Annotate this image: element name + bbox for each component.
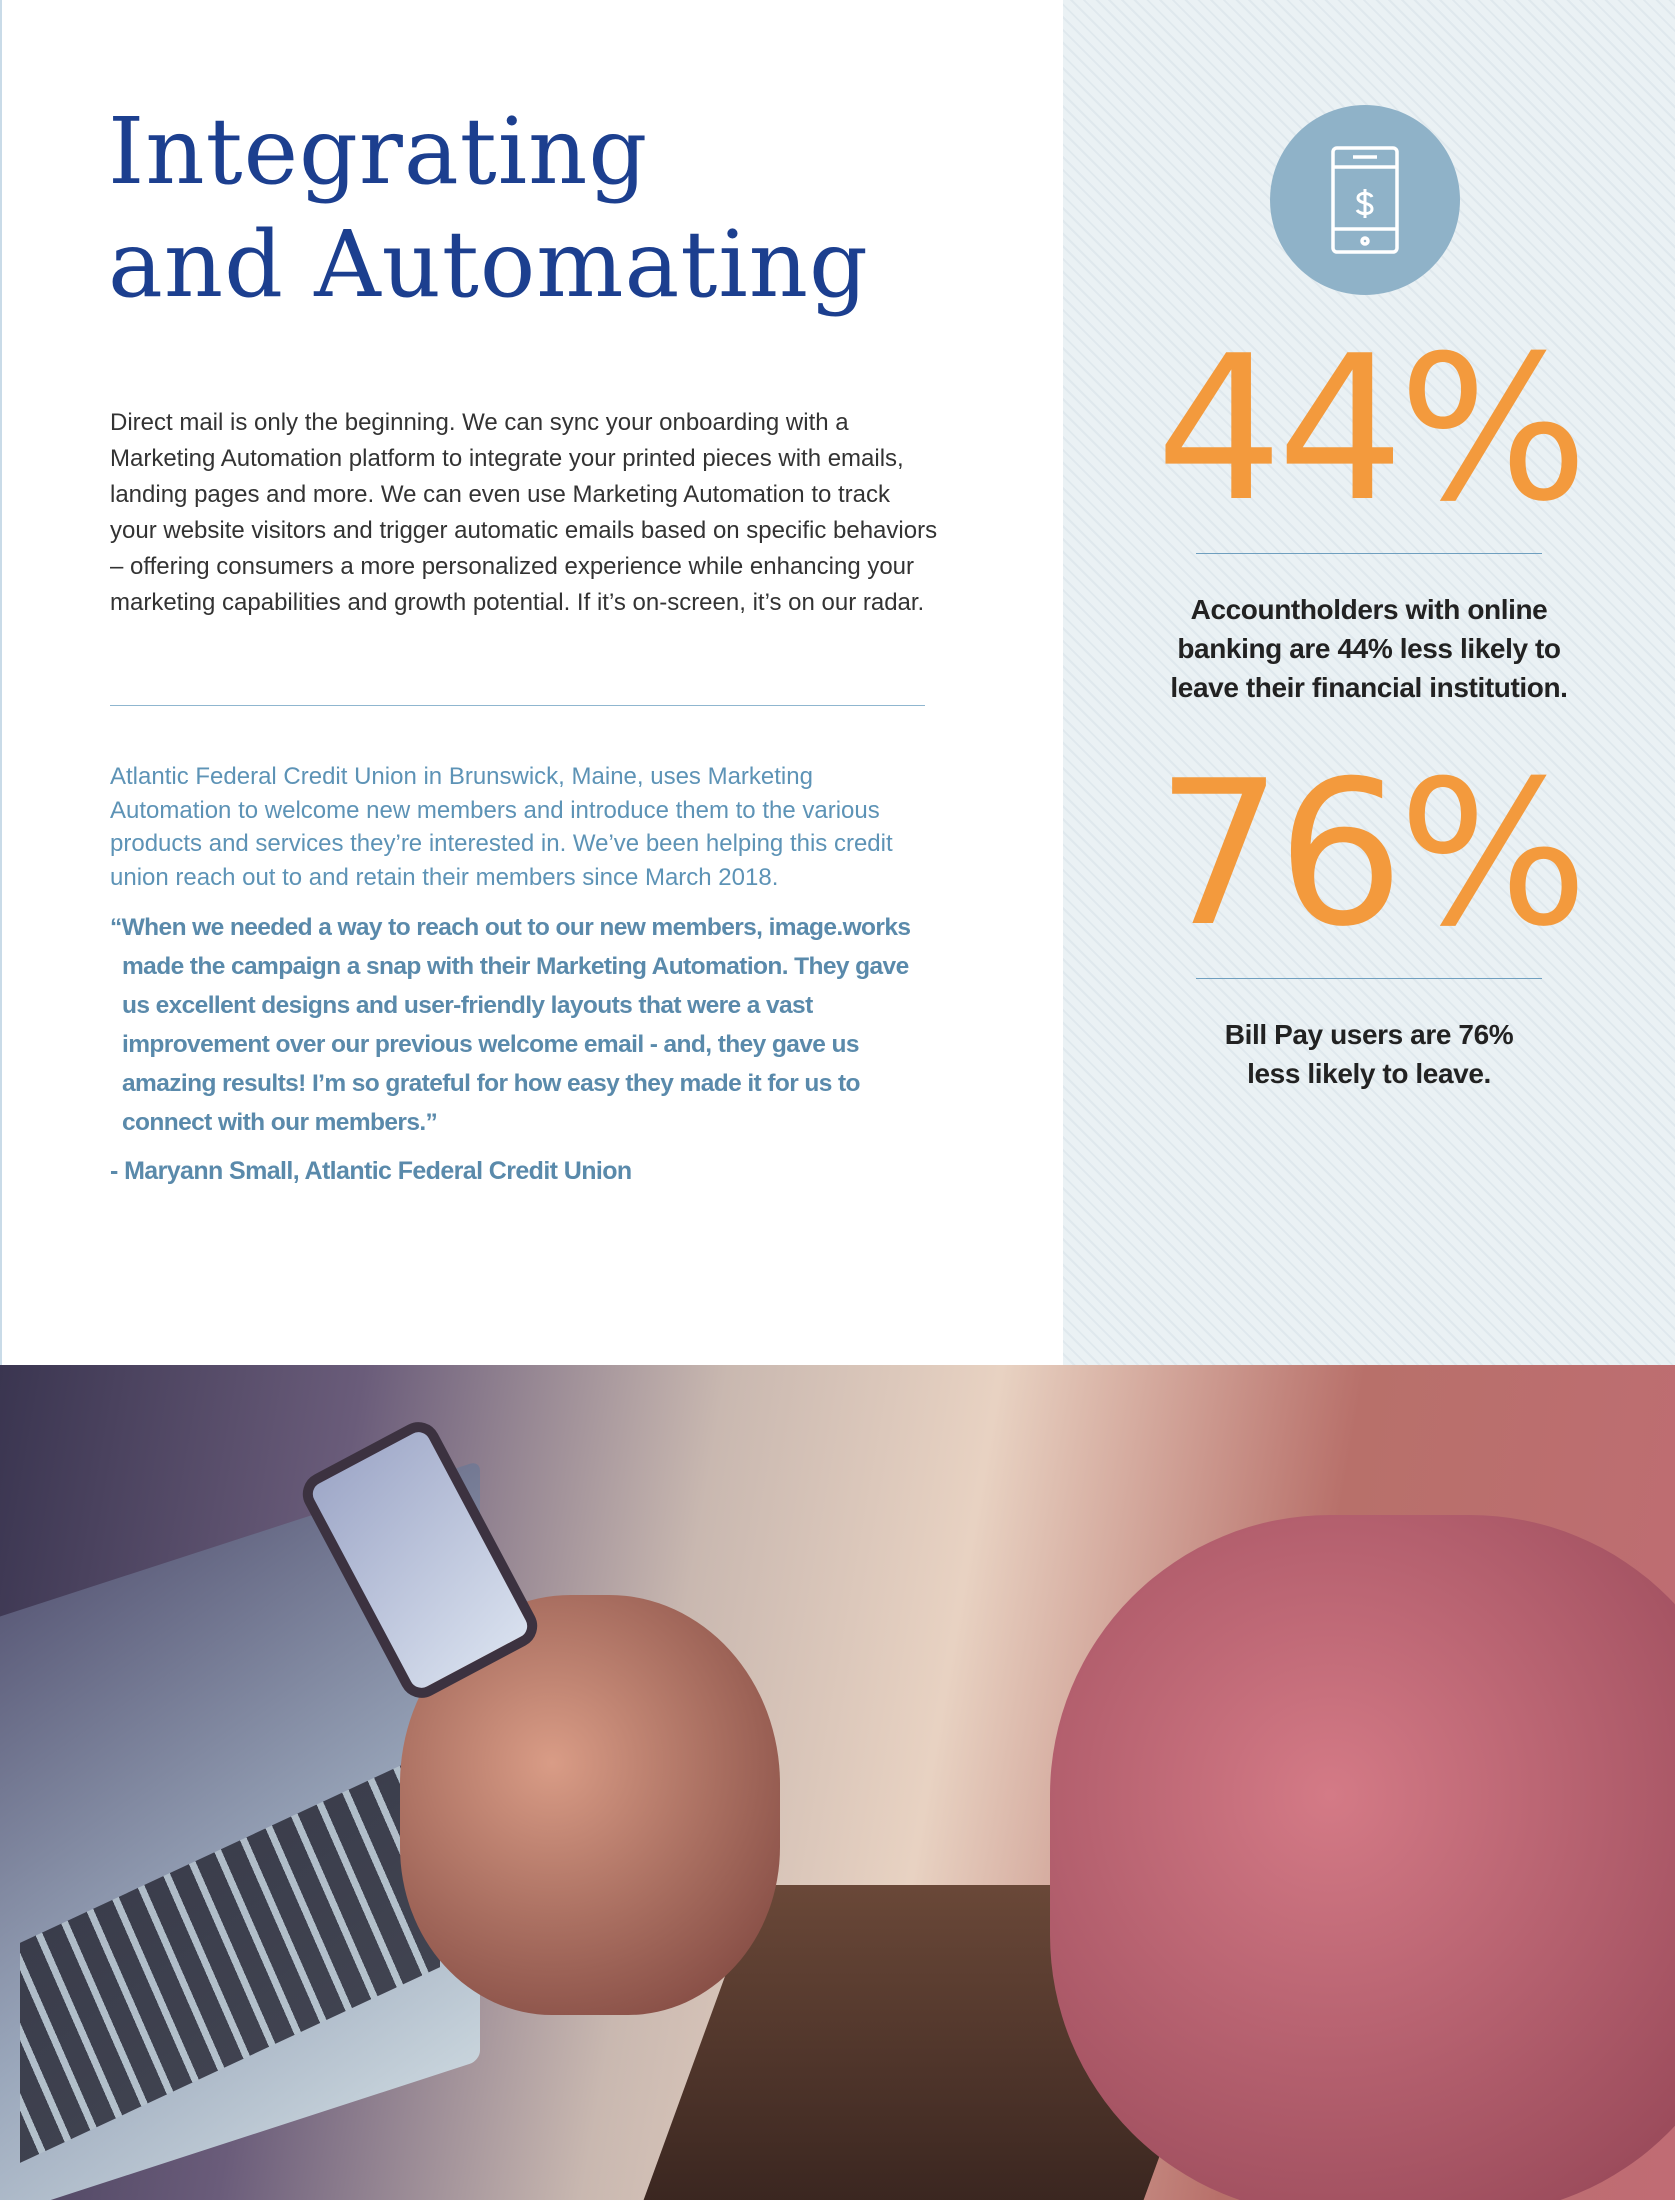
divider — [110, 705, 925, 706]
testimonial-quote: “When we needed a way to reach out to our new members, image.works made the campaign a snap with their Marketing Automation. They gave us excellent designs and user-friendly layouts that were a vast improvement over our previous welcome email - and, they gave us amazing results! I’m so grateful for how easy they made it for us to connect with our members.” — [110, 914, 911, 1136]
person-using-phone-photo — [0, 1365, 1675, 2200]
stat-44-value: 44% — [1155, 313, 1583, 546]
testimonial-attribution: - Maryann Small, Atlantic Federal Credit Union — [110, 1157, 632, 1185]
title-line-1: Integrating — [108, 98, 649, 205]
case-study-paragraph: Atlantic Federal Credit Union in Brunswick, Maine, uses Marketing Automation to welcome new members and introduce them to the various products and services they’re interested in. We’ve been helping this credit union reach out to and retain their members since March 2018. — [110, 763, 893, 891]
page-edge — [0, 0, 2, 1365]
intro-paragraph: Direct mail is only the beginning. We can sync your onboarding with a Marketing Automation platform to integrate your printed pieces with emails, landing pages and more. We can even use Marketing Automation to track your website visitors and trigger automatic emails based on specific behaviors – offering consumers a more personalized experience while enhancing your marketing capabilities and growth potential. If it’s on-screen, it’s on our radar. — [110, 409, 938, 616]
stats-list — [1063, 313, 1675, 1093]
case-study — [110, 760, 940, 1188]
arm — [1050, 1515, 1675, 2200]
stat-76-value: 76% — [1155, 738, 1583, 971]
stat-divider — [1196, 978, 1542, 979]
stat-76-text: Bill Pay users are 76% less likely to leave. — [1224, 1019, 1514, 1089]
mobile-dollar-icon — [1270, 105, 1460, 295]
stat-divider — [1196, 553, 1542, 554]
title-line-2: and Automating — [108, 211, 869, 318]
stat-44-text: Accountholders with online banking are 44% less likely to leave their financial institution. — [1170, 594, 1568, 703]
page-title — [108, 95, 869, 321]
